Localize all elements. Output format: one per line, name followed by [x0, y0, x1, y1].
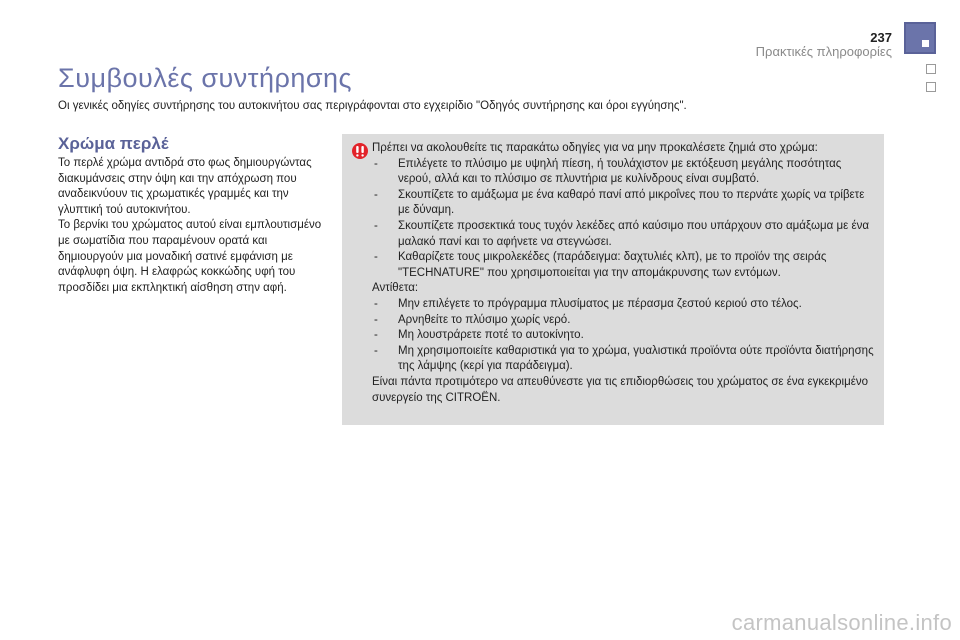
bullet-dash: -	[374, 219, 378, 232]
list-item-text: Σκουπίζετε προσεκτικά τους τυχόν λεκέδες από καύσιμο που υπάρχουν στο αμάξωμα με ένα μαλακό πανί και το αφήνετε να στεγνώσει.	[398, 219, 869, 248]
bullet-dash: -	[374, 297, 378, 310]
list-item	[372, 250, 874, 281]
chapter-tab-marker-icon	[922, 40, 929, 47]
bullet-dash: -	[374, 188, 378, 201]
page-number: 237	[870, 30, 892, 45]
list-item	[372, 313, 874, 329]
pearl-paragraph-1: Το περλέ χρώμα αντιδρά στο φως δημιουργώντας διακυμάνσεις στην όψη και την απόχρωση που αναδεικνύουν τις χρωματικές γραμμές και την γλυπτική τού αυτοκινήτου.	[58, 157, 312, 216]
page-title: Συμβουλές συντήρησης	[58, 63, 353, 93]
list-item	[372, 328, 874, 344]
list-item	[372, 344, 874, 375]
list-item-text: Καθαρίζετε τους μικρολεκέδες (παράδειγμα: δαχτυλιές κλπ), με το προϊόν της σειράς "TECHNATURE" που χρησιμοποιείται για την απομάκρυνσης των εντόμων.	[398, 251, 827, 279]
list-item-text: Αρνηθείτε το πλύσιμο χωρίς νερό.	[398, 313, 571, 326]
warning-closing: Είναι πάντα προτιμότερο να απευθύνεστε για τις επιδιορθώσεις του χρώματος σε ένα εγκεκριμένο συνεργείο της CITROËN.	[372, 375, 868, 404]
chapter-tab-active[interactable]	[904, 22, 936, 54]
list-item-text: Μη λουστράρετε ποτέ το αυτοκίνητο.	[398, 329, 584, 342]
list-item	[372, 157, 874, 188]
warning-icon	[352, 143, 368, 159]
bullet-dash: -	[374, 329, 378, 342]
bullet-dash: -	[374, 157, 378, 170]
contrary-label: Αντίθετα:	[372, 282, 419, 295]
watermark: carmanualsonline.info	[731, 610, 952, 635]
section-label: Πρακτικές πληροφορίες	[755, 44, 892, 59]
list-item-text: Μην επιλέγετε το πρόγραμμα πλυσίματος με πέρασμα ζεστού κεριού στο τέλος.	[398, 297, 802, 310]
chapter-tab-2[interactable]	[926, 82, 936, 92]
list-item	[372, 188, 874, 219]
list-item-text: Σκουπίζετε το αμάξωμα με ένα καθαρό πανί από μικροΐνες που το περνάτε χωρίς να τρίβετε με δύναμη.	[398, 188, 865, 217]
list-item	[372, 219, 874, 250]
pearl-paragraph-2: Το βερνίκι του χρώματος αυτού είναι εμπλουτισμένο με σωματίδια που παραμένουν ορατά και δημιουργούν μια μοναδική σατινέ εμφάνιση με ανάφλυφη όψη. Η ελαφρώς κοκκώδης υφή του προσδίδει μια εκπληκτική αίσθηση στην αφή.	[58, 219, 322, 294]
list-item-text: Μη χρησιμοποιείτε καθαριστικά για το χρώμα, γυαλιστικά προϊόντα ούτε προϊόντα διατήρησης της λάμψης (κερί για παράδειγμα).	[398, 344, 874, 373]
warning-box	[342, 134, 884, 425]
intro-text: Οι γενικές οδηγίες συντήρησης του αυτοκινήτου σας περιγράφονται στο εγχειρίδιο "Οδηγός συντήρησης και όροι εγγύησης".	[58, 100, 687, 112]
list-item-text: Επιλέγετε το πλύσιμο με υψηλή πίεση, ή τουλάχιστον με εκτόξευση μεγάλης ποσότητας νερού, αλλά και το πλύσιμο σε πλυντήρια με κυλίνδρους είναι συμβατό.	[398, 157, 842, 186]
bullet-dash: -	[374, 251, 378, 264]
pearl-heading: Χρώμα περλέ	[58, 134, 169, 153]
pearl-body	[58, 156, 328, 296]
warning-intro: Πρέπει να ακολουθείτε τις παρακάτω οδηγίες για να μην προκαλέσετε ζημιά στο χρώμα:	[372, 142, 818, 154]
list-item	[372, 297, 874, 313]
bullet-dash: -	[374, 344, 378, 357]
chapter-tab-1[interactable]	[926, 64, 936, 74]
bullet-dash: -	[374, 313, 378, 326]
